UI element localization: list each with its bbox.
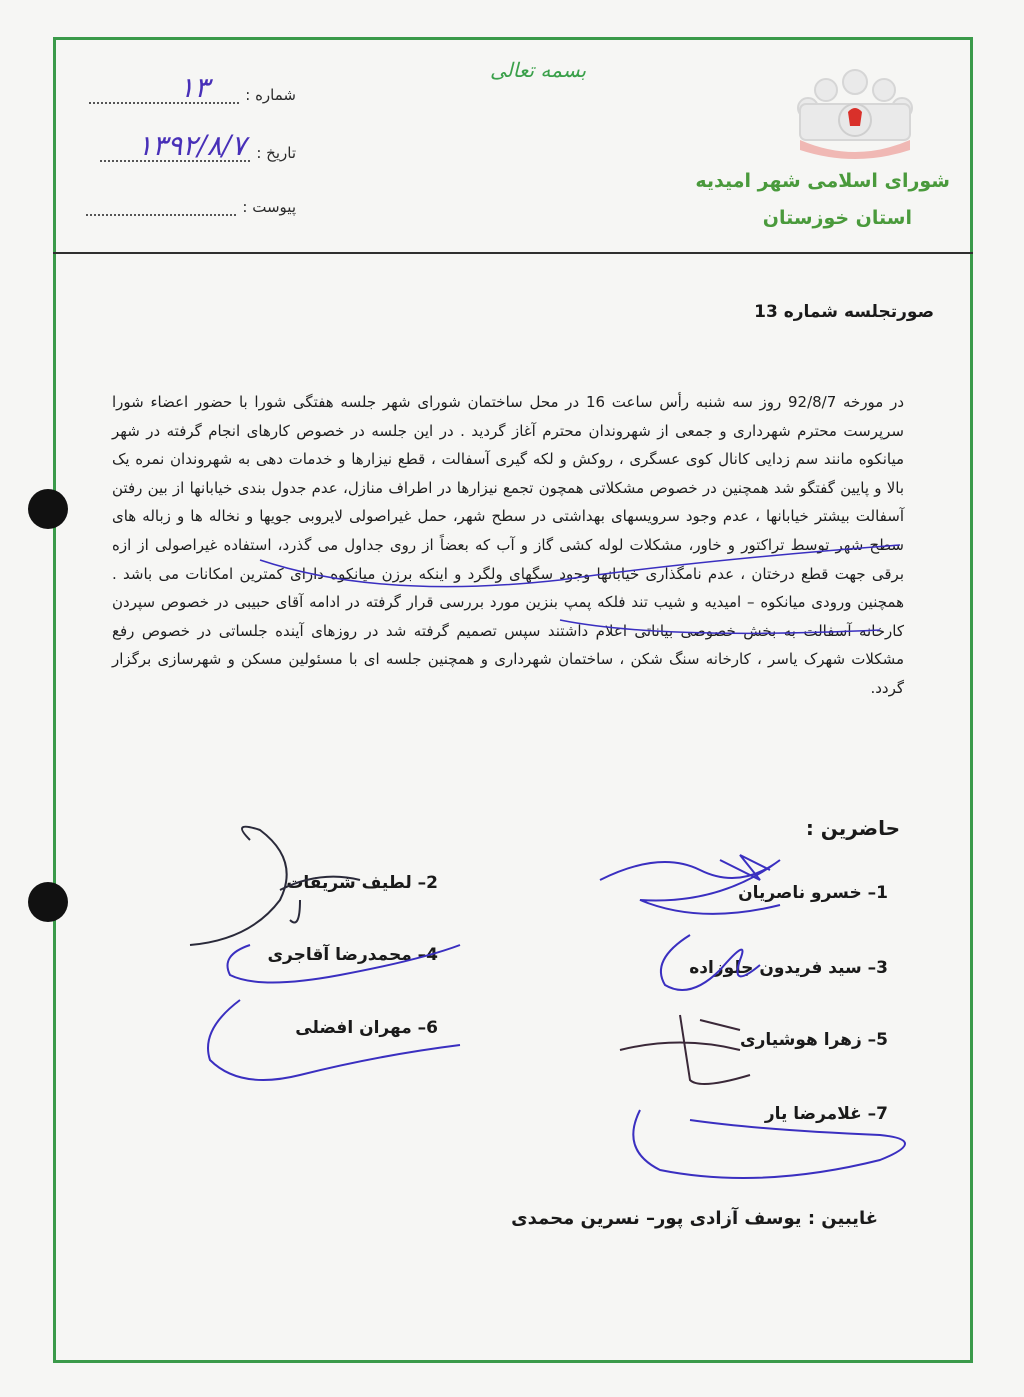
absentees-line: غایبین : یوسف آزادی پور– نسرین محمدی [511,1208,878,1229]
minutes-body [112,388,904,703]
punch-hole-bottom [28,882,68,922]
minutes-paragraph: در مورخه 92/8/7 روز سه شنبه رأس ساعت 16 در محل ساختمان شورای شهر جلسه هفتگی شورا با حضور اعضاء شورا سرپرست محترم شهرداری و جمعی از شهروندان محترم آغاز گردید . در این جلسه در خصوص کارهای انجام گرفته در شهر میانکوه مانند سم زدایی کانال کوی عسگری ، روکش و لکه گیری آسفالت ، قطع نیزارها و خدمات دهی به شهروندان نمره یک بالا و پایین گفتگو شد همچنین در خصوص مشکلاتی همچون تجمع نیزارها در اطراف منازل، عدم جدول بندی خیابانها از بین رفتن آسفالت بیشتر خیابانها ، عدم وجود سرویسهای بهداشتی در سطح شهر، حمل غیراصولی لایروبی جویها و نخاله ها و زباله های سطح شهر توسط تراکتور و خاور، مشکلات لوله کشی گاز و آب که بعضاً از روی جداول می گذرد، استفاده غیراصولی از ازه برقی جهت قطع درختان ، عدم نامگذاری خیابانها وجود سگهای ولگرد و اینکه برزن میانکوه دارای کمترین امکانات می باشد . همچنین ورودی میانکوه – امیدیه و شیب تند فلکه پمپ بنزین مورد بررسی قرار گرفته در ادامه آقای حبیبی در خصوص سپردن کارخانه آسفالت به بخش خصوصی بیاناتی اعلام داشتند سپس تصمیم گرفته شد در روزهای آینده جلساتی در خصوص رفع مشکلات شهرک یاسر ، کارخانه سنگ شکن ، ساختمان شهرداری و همچنین جلسه ای با مسئولین مسکن و شهرسازی برگزار گردد. [112,393,904,697]
minutes-title: صورتجلسه شماره 13 [754,302,934,322]
date-value: ۱۳۹۲/۸/۷ [137,129,247,162]
attendee-1: 1– خسرو ناصریان [738,883,888,903]
punch-hole-top [28,489,68,529]
province-name: استان خوزستان [762,207,912,229]
number-value: ۱۳ [179,71,210,104]
attachment-label: پیوست : [242,198,296,216]
attendee-2: 2– لطیف شریفات [286,873,438,893]
attendees-heading: حاضرین : [805,816,900,840]
date-field [100,129,296,162]
number-label: شماره : [245,86,296,104]
attendee-6: 6– مهران افضلی [295,1018,438,1038]
date-label: تاریخ : [256,144,296,162]
basmala-heading: بسمه تعالی [490,58,587,82]
council-name: شورای اسلامی شهر امیدیه [695,170,950,192]
attendee-3: 3– سید فریدون جلوزاده [689,958,888,978]
attachment-field [86,186,296,216]
attendee-5: 5– زهرا هوشیاری [739,1030,888,1050]
attendee-4: 4– محمدرضا آقاجری [267,945,438,965]
attendee-7: 7– غلامرضا یار [764,1104,888,1124]
header-divider [53,252,973,254]
number-field [89,71,296,104]
